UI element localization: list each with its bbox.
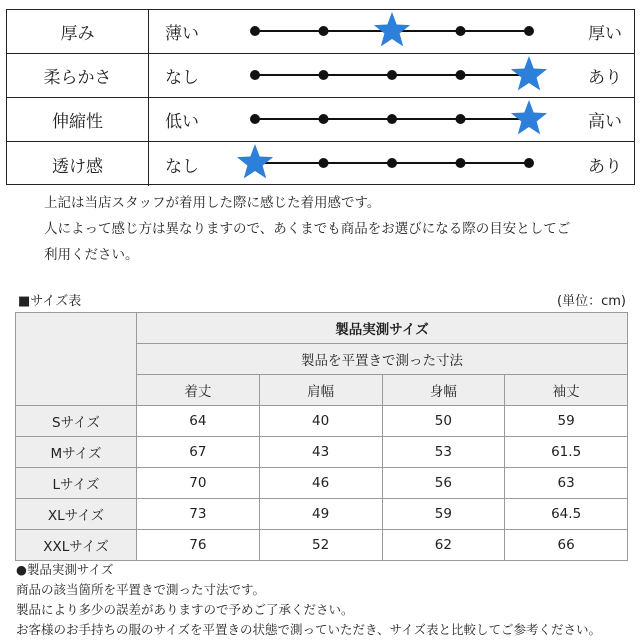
feel-left-label: なし [165, 156, 199, 177]
row-size: Mサイズ [16, 437, 137, 468]
scale-dot [250, 26, 260, 36]
table-row [16, 406, 628, 437]
feel-left-label: なし [165, 68, 199, 88]
feel-label: 厚み [7, 10, 149, 53]
column-header: 身幅 [382, 375, 505, 406]
scale-dot [456, 26, 466, 36]
feel-scale [7, 98, 634, 141]
note-line: 利用ください。 [44, 247, 139, 263]
feel-right-label: あり [588, 156, 622, 177]
scale-dot [387, 70, 397, 80]
feel-label: 柔らかさ [7, 54, 149, 97]
sub-header: 製品を平置きで測った寸法 [137, 344, 628, 375]
table-cell: 67 [137, 437, 260, 468]
feel-left-label: 薄い [165, 24, 199, 44]
table-cell: 59 [505, 406, 628, 437]
table-cell: 50 [382, 406, 505, 437]
level-star-icon [511, 56, 547, 90]
row-size: XXLサイズ [16, 530, 137, 561]
scale-dot [319, 70, 329, 80]
table-cell: 40 [259, 406, 382, 437]
scale-dot [456, 158, 466, 168]
table-cell: 63 [505, 468, 628, 499]
feel-row-softness [7, 54, 634, 98]
scale-dot [319, 114, 329, 124]
footnote-line: お客様のお手持ちの服のサイズを平置きの状態で測っていただき、サイズ表と比較してご参考ください。 [16, 622, 602, 637]
table-cell: 70 [137, 468, 260, 499]
feel-left-label: 低い [165, 112, 199, 132]
table-cell: 52 [259, 530, 382, 561]
table-cell: 59 [382, 499, 505, 530]
table-cell: 64.5 [505, 499, 628, 530]
feel-scale [7, 10, 634, 53]
row-size: XLサイズ [16, 499, 137, 530]
column-header: 着丈 [137, 375, 260, 406]
size-table-title: ■サイズ表 [18, 294, 82, 309]
table-cell: 64 [137, 406, 260, 437]
scale-dot [524, 26, 534, 36]
table-cell: 61.5 [505, 437, 628, 468]
feel-scale [7, 54, 634, 97]
table-row [16, 437, 628, 468]
scale-dot [319, 26, 329, 36]
group-header: 製品実測サイズ [137, 313, 628, 344]
table-cell: 76 [137, 530, 260, 561]
table-cell: 73 [137, 499, 260, 530]
feel-chart [6, 9, 635, 185]
note-line: 上記は当店スタッフが着用した際に感じた着用感です。 [44, 195, 381, 211]
column-header: 袖丈 [505, 375, 628, 406]
table-cell: 53 [382, 437, 505, 468]
table-cell: 46 [259, 468, 382, 499]
row-size: Lサイズ [16, 468, 137, 499]
table-row [16, 530, 628, 561]
table-cell: 43 [259, 437, 382, 468]
level-star-icon [511, 100, 547, 134]
table-cell: 56 [382, 468, 505, 499]
feel-scale [7, 142, 634, 186]
scale-dot [250, 114, 260, 124]
table-cell: 62 [382, 530, 505, 561]
feel-label: 透け感 [7, 142, 149, 186]
table-corner [16, 313, 137, 406]
size-table [15, 312, 628, 561]
table-row [16, 499, 628, 530]
footnote-line: 製品により多少の誤差がありますので予めご了承ください。 [16, 602, 354, 617]
footnote-heading: ●製品実測サイズ [16, 562, 114, 577]
level-star-icon [237, 144, 273, 178]
feel-row-stretch [7, 98, 634, 142]
column-header: 肩幅 [259, 375, 382, 406]
size-table-unit: (単位：cm) [557, 294, 626, 309]
scale-dot [456, 114, 466, 124]
feel-row-sheerness [7, 142, 634, 186]
scale-dot [387, 114, 397, 124]
scale-dot [319, 158, 329, 168]
feel-label: 伸縮性 [7, 98, 149, 141]
scale-dot [456, 70, 466, 80]
feel-row-thickness [7, 10, 634, 54]
feel-right-label: 厚い [588, 24, 622, 44]
scale-dot [250, 70, 260, 80]
feel-right-label: 高い [588, 112, 622, 132]
scale-dot [524, 158, 534, 168]
level-star-icon [374, 12, 410, 46]
table-row [16, 468, 628, 499]
feel-right-label: あり [588, 68, 622, 88]
table-cell: 49 [259, 499, 382, 530]
note-line: 人によって感じ方は異なりますので、あくまでも商品をお選びになる際の目安としてご [44, 221, 571, 237]
footnote-line: 商品の該当箇所を平置きで測った寸法です。 [16, 582, 266, 597]
table-cell: 66 [505, 530, 628, 561]
scale-dot [387, 158, 397, 168]
row-size: Sサイズ [16, 406, 137, 437]
